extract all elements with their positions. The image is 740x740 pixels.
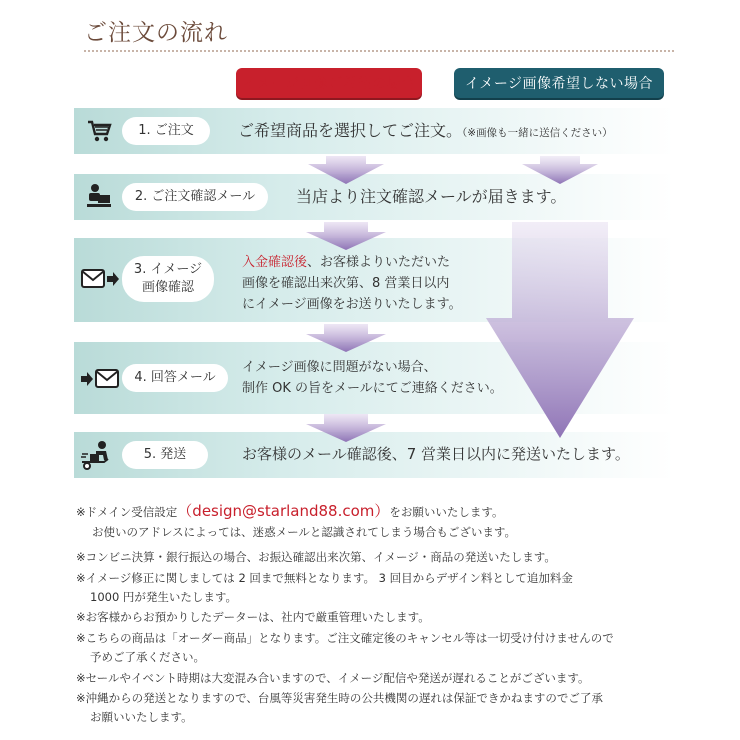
arrow-down-4 — [306, 414, 386, 442]
step-5-text: お客様のメール確認後、7 営業日以内に発送いたします。 — [242, 445, 630, 463]
step-3-text — [242, 252, 462, 315]
note-domain-suffix: をお願いいたします。 — [389, 505, 504, 519]
step-4-line1: イメージ画像に問題がない場合、 — [242, 360, 437, 375]
arrow-down-1 — [308, 156, 384, 184]
note-order-product-line2: 予めご了承ください。 — [90, 650, 205, 664]
computer-user-icon — [86, 182, 112, 214]
step-3-line2: 画像を確認出来次第、8 営業日以内 — [242, 276, 450, 291]
mail-receive-icon — [80, 266, 120, 296]
email-address: （design@starland88.com） — [177, 502, 390, 520]
step-1-main: ご希望商品を選択してご注文。 — [238, 121, 463, 140]
step-1-text — [238, 120, 613, 144]
step-1-label: 1. ご注文 — [122, 117, 210, 145]
tab-with-image[interactable]: イメージ画像ご希望の場合 — [236, 68, 422, 98]
note-domain-prefix: ※ドメイン受信設定 — [76, 505, 178, 519]
note-revision-fee: 1000 円が発生いたします。 — [90, 590, 238, 604]
step-2-label: 2. ご注文確認メール — [122, 183, 268, 211]
step-2-text: 当店より注文確認メールが届きます。 — [296, 187, 567, 206]
step-1-note: （※画像も一緒に送信ください） — [462, 127, 613, 139]
page-title: ご注文の流れ — [84, 20, 228, 46]
mail-send-icon — [80, 366, 120, 396]
note-order-product: ※こちらの商品は「オーダー商品」となります。ご注文確定後のキャンセル等は一切受け付けませんので — [76, 631, 614, 645]
note-okinawa: ※沖縄からの発送となりますので、台風等災害発生時の公共機関の遅れは保証できかねますのでご了承 — [76, 691, 603, 705]
note-payment: ※コンビニ決算・銀行振込の場合、お振込確認出来次第、イメージ・商品の発送いたします。 — [76, 550, 556, 564]
delivery-icon — [80, 440, 116, 474]
step-5-label: 5. 発送 — [122, 441, 208, 469]
step-3-label — [122, 256, 214, 302]
step-4-text — [242, 357, 503, 399]
step-3-label-line2: 画像確認 — [141, 280, 194, 295]
step-4-line2: 制作 OK の旨をメールにてご連絡ください。 — [242, 381, 503, 396]
arrow-down-right-small — [522, 156, 598, 184]
note-domain-line2: お使いのアドレスによっては、迷惑メールと認識されてしまう場合もございます。 — [92, 525, 517, 539]
step-3-line1: 、お客様よりいただいた — [307, 255, 451, 270]
note-data-management: ※お客様からお預かりしたデーターは、社内で厳重管理いたします。 — [76, 610, 430, 624]
step-3-line3: にイメージ画像をお送りいたします。 — [242, 297, 462, 312]
note-busy-season: ※セールやイベント時期は大変混み合いますので、イメージ配信や発送が遅れることがございます。 — [76, 671, 590, 685]
arrow-down-2 — [306, 222, 386, 250]
payment-confirmed-highlight: 入金確認後 — [242, 255, 308, 270]
arrow-down-3 — [306, 324, 386, 352]
note-revision: ※イメージ修正に関しましては 2 回まで無料となります。 3 回目からデザイン料として追加料金 — [76, 571, 573, 585]
note-domain — [76, 500, 504, 521]
step-4-label: 4. 回答メール — [122, 364, 228, 392]
step-3-label-line1: 3. イメージ — [133, 261, 203, 277]
tab-without-image[interactable]: イメージ画像希望しない場合 — [454, 68, 664, 98]
arrow-down-right-large — [486, 222, 634, 438]
note-okinawa-line2: お願いいたします。 — [90, 710, 193, 724]
cart-icon — [86, 118, 112, 148]
